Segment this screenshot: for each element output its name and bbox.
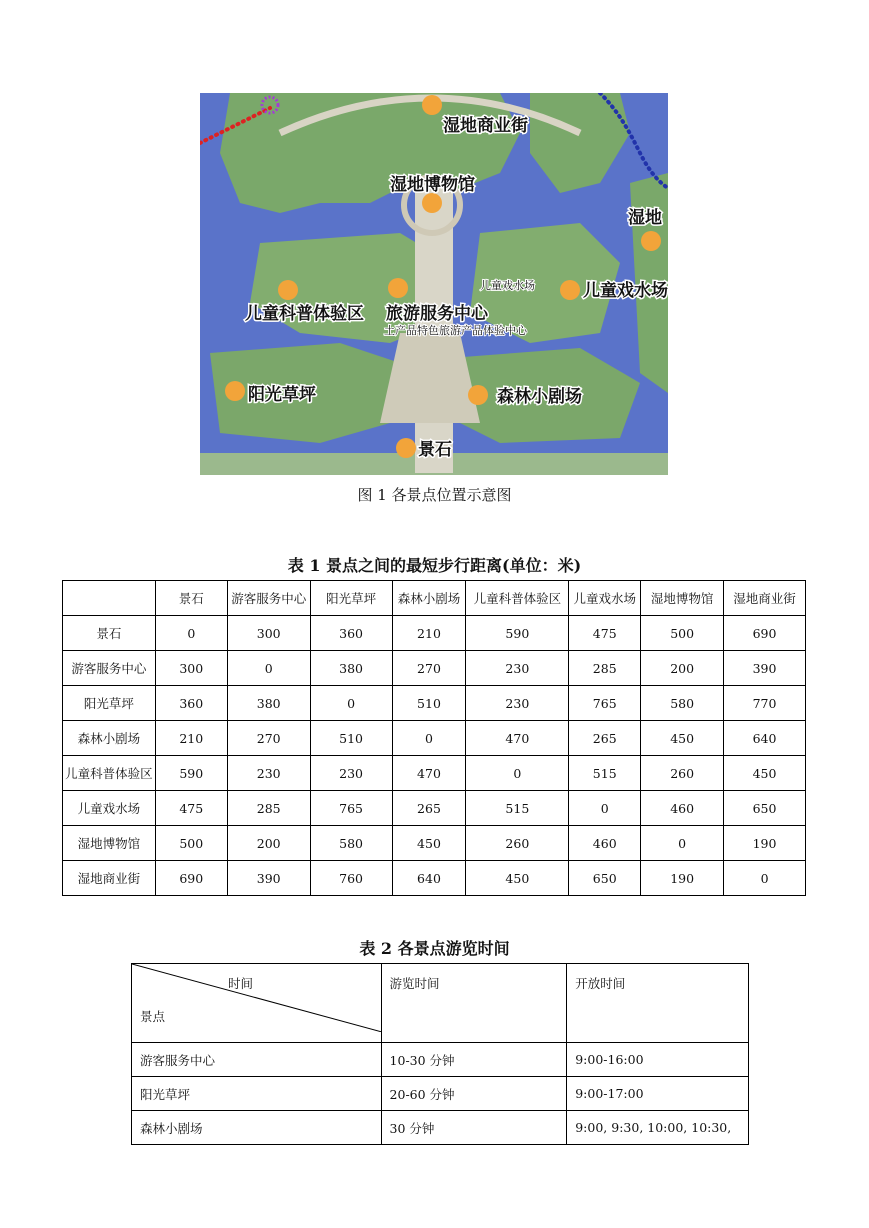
table1-header-cell: 湿地商业街 bbox=[724, 581, 806, 616]
table2-col-open-time: 开放时间 bbox=[567, 964, 749, 1043]
distance-cell: 770 bbox=[724, 686, 806, 721]
row-label-cell: 湿地商业街 bbox=[63, 861, 156, 896]
table1-header-cell: 森林小剧场 bbox=[392, 581, 466, 616]
distance-cell: 380 bbox=[227, 686, 310, 721]
label-yangguang-caoping: 阳光草坪 bbox=[248, 385, 316, 405]
table-row bbox=[132, 1043, 749, 1077]
distance-cell: 650 bbox=[724, 791, 806, 826]
label-shidi-cut: 湿地 bbox=[628, 208, 662, 228]
spot-name-cell: 游客服务中心 bbox=[132, 1043, 382, 1077]
distance-cell: 580 bbox=[641, 686, 724, 721]
label-shidi-bowuguan: 湿地博物馆 bbox=[390, 175, 475, 195]
distance-cell: 510 bbox=[310, 721, 392, 756]
distance-cell: 450 bbox=[641, 721, 724, 756]
visit-time-cell: 10-30 分钟 bbox=[381, 1043, 567, 1077]
row-label-cell: 阳光草坪 bbox=[63, 686, 156, 721]
table1-header-cell: 儿童戏水场 bbox=[569, 581, 641, 616]
distance-cell: 640 bbox=[724, 721, 806, 756]
distance-cell: 0 bbox=[155, 616, 227, 651]
row-label-cell: 儿童戏水场 bbox=[63, 791, 156, 826]
distance-cell: 470 bbox=[466, 721, 569, 756]
table-row bbox=[132, 1077, 749, 1111]
distance-cell: 200 bbox=[641, 651, 724, 686]
distance-cell: 190 bbox=[724, 826, 806, 861]
distance-cell: 270 bbox=[227, 721, 310, 756]
distance-cell: 580 bbox=[310, 826, 392, 861]
distance-cell: 300 bbox=[227, 616, 310, 651]
row-label-cell: 森林小剧场 bbox=[63, 721, 156, 756]
visit-time-cell: 30 分钟 bbox=[381, 1111, 567, 1145]
distance-cell: 0 bbox=[724, 861, 806, 896]
distance-cell: 0 bbox=[641, 826, 724, 861]
spot-name-cell: 森林小剧场 bbox=[132, 1111, 382, 1145]
park-map bbox=[200, 93, 668, 475]
label-ertong-xishui-small: 儿童戏水场 bbox=[480, 279, 535, 292]
distance-cell: 450 bbox=[466, 861, 569, 896]
open-time-cell: 9:00, 9:30, 10:00, 10:30, bbox=[567, 1111, 749, 1145]
table-row bbox=[63, 721, 806, 756]
distance-cell: 0 bbox=[310, 686, 392, 721]
table-row bbox=[63, 826, 806, 861]
distance-cell: 475 bbox=[155, 791, 227, 826]
table-row bbox=[63, 651, 806, 686]
distance-cell: 470 bbox=[392, 756, 466, 791]
figure-caption: 图 1 各景点位置示意图 bbox=[357, 486, 512, 504]
distance-cell: 650 bbox=[569, 861, 641, 896]
distance-cell: 0 bbox=[466, 756, 569, 791]
distance-cell: 0 bbox=[392, 721, 466, 756]
distance-cell: 390 bbox=[724, 651, 806, 686]
distance-cell: 510 bbox=[392, 686, 466, 721]
table-row bbox=[63, 791, 806, 826]
row-label-cell: 儿童科普体验区 bbox=[63, 756, 156, 791]
table2-title: 表 2 各景点游览时间 bbox=[359, 939, 510, 958]
distance-cell: 640 bbox=[392, 861, 466, 896]
distance-cell: 450 bbox=[724, 756, 806, 791]
label-ertong-kepu: 儿童科普体验区 bbox=[245, 304, 364, 324]
distance-cell: 765 bbox=[310, 791, 392, 826]
corner-top-label: 时间 bbox=[228, 976, 254, 991]
table-row bbox=[63, 756, 806, 791]
table1-header-cell bbox=[63, 581, 156, 616]
distance-cell: 265 bbox=[392, 791, 466, 826]
distance-cell: 475 bbox=[569, 616, 641, 651]
table1-title: 表 1 景点之间的最短步行距离(单位：米) bbox=[287, 556, 582, 575]
distance-cell: 230 bbox=[227, 756, 310, 791]
distance-cell: 460 bbox=[641, 791, 724, 826]
open-time-cell: 9:00-17:00 bbox=[567, 1077, 749, 1111]
label-senlin-juchang: 森林小剧场 bbox=[497, 387, 582, 407]
distance-cell: 270 bbox=[392, 651, 466, 686]
distance-cell: 230 bbox=[466, 651, 569, 686]
table-row bbox=[63, 616, 806, 651]
distance-cell: 210 bbox=[392, 616, 466, 651]
distance-cell: 265 bbox=[569, 721, 641, 756]
distance-cell: 300 bbox=[155, 651, 227, 686]
table1-header-cell: 景石 bbox=[155, 581, 227, 616]
distance-cell: 285 bbox=[569, 651, 641, 686]
label-tuchanpin: 土产品特色旅游产品体验中心 bbox=[384, 324, 527, 337]
distance-cell: 260 bbox=[466, 826, 569, 861]
table2-corner-cell bbox=[132, 964, 382, 1043]
row-label-cell: 景石 bbox=[63, 616, 156, 651]
row-label-cell: 游客服务中心 bbox=[63, 651, 156, 686]
spot-name-cell: 阳光草坪 bbox=[132, 1077, 382, 1111]
distance-cell: 765 bbox=[569, 686, 641, 721]
table1-header-cell: 儿童科普体验区 bbox=[466, 581, 569, 616]
label-jingshi: 景石 bbox=[418, 440, 452, 460]
distance-cell: 500 bbox=[641, 616, 724, 651]
table-row bbox=[63, 861, 806, 896]
distance-cell: 360 bbox=[155, 686, 227, 721]
table1-header-row bbox=[63, 581, 806, 616]
distance-cell: 590 bbox=[466, 616, 569, 651]
table1-header-cell: 阳光草坪 bbox=[310, 581, 392, 616]
distance-cell: 450 bbox=[392, 826, 466, 861]
diagonal-line bbox=[132, 964, 382, 1032]
distance-cell: 0 bbox=[569, 791, 641, 826]
open-time-cell: 9:00-16:00 bbox=[567, 1043, 749, 1077]
distance-cell: 380 bbox=[310, 651, 392, 686]
corner-bottom-label: 景点 bbox=[140, 1009, 166, 1024]
distance-cell: 285 bbox=[227, 791, 310, 826]
table1-header-cell: 游客服务中心 bbox=[227, 581, 310, 616]
row-label-cell: 湿地博物馆 bbox=[63, 826, 156, 861]
distance-cell: 230 bbox=[310, 756, 392, 791]
distance-cell: 0 bbox=[227, 651, 310, 686]
park-map-drawing bbox=[200, 93, 668, 475]
distance-cell: 760 bbox=[310, 861, 392, 896]
label-ertong-xishui: 儿童戏水场 bbox=[583, 281, 668, 301]
label-shidi-shangyejie: 湿地商业街 bbox=[443, 116, 528, 136]
distance-cell: 690 bbox=[724, 616, 806, 651]
distance-cell: 190 bbox=[641, 861, 724, 896]
table-row bbox=[132, 1111, 749, 1145]
distance-cell: 690 bbox=[155, 861, 227, 896]
distance-cell: 260 bbox=[641, 756, 724, 791]
visit-time-table bbox=[131, 963, 749, 1145]
distance-cell: 460 bbox=[569, 826, 641, 861]
distance-cell: 230 bbox=[466, 686, 569, 721]
distance-cell: 590 bbox=[155, 756, 227, 791]
distance-cell: 500 bbox=[155, 826, 227, 861]
distance-cell: 515 bbox=[466, 791, 569, 826]
distance-cell: 360 bbox=[310, 616, 392, 651]
distance-table bbox=[62, 580, 806, 896]
distance-cell: 515 bbox=[569, 756, 641, 791]
table1-header-cell: 湿地博物馆 bbox=[641, 581, 724, 616]
table2-header-row bbox=[132, 964, 749, 1043]
distance-cell: 210 bbox=[155, 721, 227, 756]
table2-col-visit-time: 游览时间 bbox=[381, 964, 567, 1043]
distance-cell: 390 bbox=[227, 861, 310, 896]
table-row bbox=[63, 686, 806, 721]
distance-cell: 200 bbox=[227, 826, 310, 861]
label-lvyou-fuwu: 旅游服务中心 bbox=[386, 304, 488, 324]
visit-time-cell: 20-60 分钟 bbox=[381, 1077, 567, 1111]
